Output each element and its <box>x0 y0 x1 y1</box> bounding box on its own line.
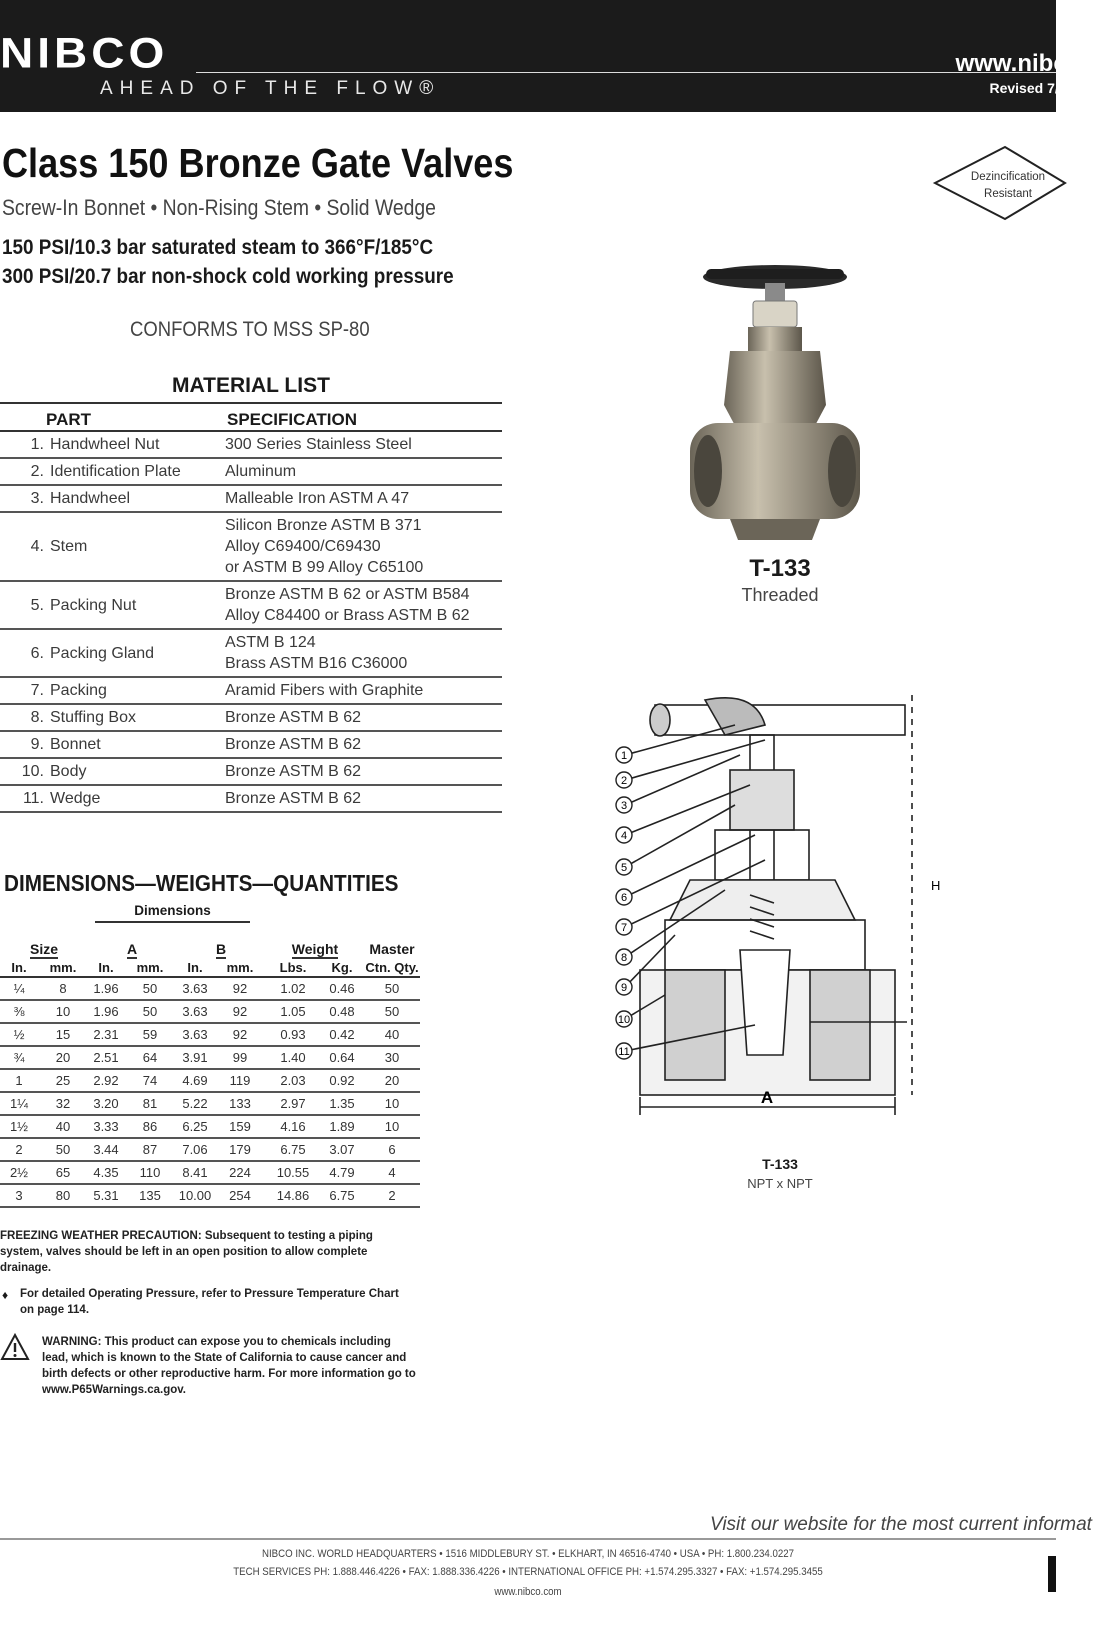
spec-line: Alloy C84400 or Brass ASTM B 62 <box>225 607 470 624</box>
dimension-row <box>0 1023 420 1046</box>
valve-photo <box>690 255 860 550</box>
dimension-cell: 135 <box>124 1184 176 1207</box>
dimension-cell: 32 <box>38 1092 88 1115</box>
material-row <box>0 581 502 629</box>
dimension-cell: 1.35 <box>320 1092 364 1115</box>
material-row-number: 1. <box>0 431 50 458</box>
dimension-cell: 5.31 <box>88 1184 124 1207</box>
dimension-cell: ½ <box>0 1023 38 1046</box>
nibco-logo: NIBCO <box>0 29 169 77</box>
part-callout <box>616 747 632 763</box>
dimension-cell: 224 <box>214 1161 266 1184</box>
dimension-cell: 65 <box>38 1161 88 1184</box>
material-row-spec <box>225 485 502 512</box>
material-row <box>0 731 502 758</box>
badge-line2: Resistant <box>984 188 1032 200</box>
dimension-row <box>0 1115 420 1138</box>
dimension-row <box>0 977 420 1000</box>
material-row-number: 5. <box>0 581 50 629</box>
unit-header: mm. <box>38 958 88 977</box>
part-callout <box>616 889 632 905</box>
dimension-cell: 7.06 <box>176 1138 214 1161</box>
dimension-cell: 2.97 <box>266 1092 320 1115</box>
material-row <box>0 704 502 731</box>
conforms-standard: CONFORMS TO MSS SP-80 <box>130 318 370 341</box>
dimension-cell: 59 <box>124 1023 176 1046</box>
material-row <box>0 458 502 485</box>
size-header: Size <box>29 941 58 957</box>
dimension-cell: 92 <box>214 977 266 1000</box>
dimension-cell: 6.25 <box>176 1115 214 1138</box>
material-row-part: Handwheel <box>50 485 225 512</box>
material-row-part: Stuffing Box <box>50 704 225 731</box>
dimension-cell: 1.96 <box>88 977 124 1000</box>
dimension-cell: 133 <box>214 1092 266 1115</box>
photo-model-sub: Threaded <box>741 585 819 605</box>
dimension-cell: 2.51 <box>88 1046 124 1069</box>
dimension-cell: 0.42 <box>320 1023 364 1046</box>
dimension-cell: 8 <box>38 977 88 1000</box>
dimension-cell: 14.86 <box>266 1184 320 1207</box>
spec-header: SPECIFICATION <box>225 403 502 431</box>
dimension-cell: 50 <box>364 1000 420 1023</box>
material-row-part: Body <box>50 758 225 785</box>
material-row-spec <box>225 731 502 758</box>
dimension-row <box>0 1092 420 1115</box>
material-row-part: Identification Plate <box>50 458 225 485</box>
part-callout <box>616 1043 632 1059</box>
dimension-cell: 50 <box>124 977 176 1000</box>
dimension-cell: 10.00 <box>176 1184 214 1207</box>
page-header <box>0 0 1116 112</box>
dimension-cell: 1.89 <box>320 1115 364 1138</box>
spec-line: or ASTM B 99 Alloy C65100 <box>225 559 424 576</box>
dim-h-label: H <box>931 878 941 893</box>
photo-model-label: T-133 <box>749 555 811 582</box>
callout-number: 7 <box>620 922 628 934</box>
dimension-row <box>0 1184 420 1207</box>
a-header: A <box>126 941 138 957</box>
part-callout <box>616 919 632 935</box>
callout-number: 10 <box>617 1014 631 1026</box>
weight-header: Weight <box>291 941 339 957</box>
material-row <box>0 431 502 458</box>
dimension-cell: 2.03 <box>266 1069 320 1092</box>
dimension-cell: 20 <box>364 1069 420 1092</box>
material-row-part: Packing Nut <box>50 581 225 629</box>
rating-cold-working: 300 PSI/20.7 bar non-shock cold working pressure <box>2 265 454 288</box>
unit-header: mm. <box>124 958 176 977</box>
page-edge-tab <box>1048 1556 1056 1592</box>
spec-line: Aluminum <box>225 463 297 480</box>
part-header: PART <box>0 403 225 431</box>
material-row-spec <box>225 677 502 704</box>
dimension-cell: ¼ <box>0 977 38 1000</box>
warning-triangle-icon <box>0 1333 30 1361</box>
footer-phone-line: TECH SERVICES PH: 1.888.446.4226 • FAX: 1.888.336.4226 • INTERNATIONAL OFFICE PH: +1.574.295.3327 • FAX: +1.574.295.3455 <box>233 1566 823 1578</box>
page-title: Class 150 Bronze Gate Valves <box>2 140 514 186</box>
dimension-cell: 1.96 <box>88 1000 124 1023</box>
dimensions-title: DIMENSIONS—WEIGHTS—QUANTITIES <box>4 870 399 896</box>
rating-steam: 150 PSI/10.3 bar saturated steam to 366°F/185°C <box>2 236 434 259</box>
spec-line: Bronze ASTM B 62 <box>225 709 362 726</box>
material-row-spec <box>225 512 502 581</box>
dimension-cell: 6 <box>364 1138 420 1161</box>
part-callout <box>616 1011 632 1027</box>
diamond-bullet-icon: ♦ <box>2 1288 9 1302</box>
material-row-part: Handwheel Nut <box>50 431 225 458</box>
spec-line: ASTM B 124 <box>225 634 316 651</box>
callout-number: 3 <box>620 800 628 812</box>
dim-a-label: A <box>760 1088 774 1107</box>
header-url[interactable]: www.nibco.co <box>955 50 1116 77</box>
material-row-spec <box>225 629 502 677</box>
dimension-cell: 30 <box>364 1046 420 1069</box>
spec-line: Brass ASTM B16 C36000 <box>225 655 408 672</box>
spec-line: Bronze ASTM B 62 <box>225 736 362 753</box>
tagline: AHEAD OF THE FLOW® <box>100 78 441 99</box>
unit-header: mm. <box>214 958 266 977</box>
dimension-cell: 2 <box>0 1138 38 1161</box>
dimension-cell: 3.44 <box>88 1138 124 1161</box>
dimension-cell: 0.93 <box>266 1023 320 1046</box>
dimension-cell: 4.69 <box>176 1069 214 1092</box>
dimension-cell: ⅜ <box>0 1000 38 1023</box>
material-row-spec <box>225 758 502 785</box>
callout-number: 11 <box>618 1046 630 1058</box>
material-row-number: 4. <box>0 512 50 581</box>
dimension-cell: 92 <box>214 1023 266 1046</box>
dimensions-group-label: Dimensions <box>95 903 250 923</box>
b-header: B <box>215 941 227 957</box>
material-row-spec <box>225 704 502 731</box>
dimension-cell: 20 <box>38 1046 88 1069</box>
dimension-cell: 1 <box>0 1069 38 1092</box>
freezing-precaution-note: FREEZING WEATHER PRECAUTION: Subsequent to testing a piping system, valves should be left in an open position to allow complete drainage. <box>0 1230 373 1274</box>
dimension-cell: 1.02 <box>266 977 320 1000</box>
dimension-cell: 254 <box>214 1184 266 1207</box>
material-row <box>0 785 502 812</box>
dimension-cell: 80 <box>38 1184 88 1207</box>
dimension-cell: 1.40 <box>266 1046 320 1069</box>
unit-header: In. <box>0 958 38 977</box>
footer-url[interactable]: www.nibco.com <box>494 1586 562 1598</box>
material-row-number: 9. <box>0 731 50 758</box>
dimension-cell: 2½ <box>0 1161 38 1184</box>
part-callout <box>616 827 632 843</box>
material-row-part: Stem <box>50 512 225 581</box>
dimension-cell: 25 <box>38 1069 88 1092</box>
dimension-cell: 50 <box>38 1138 88 1161</box>
drawing-model-label: T-133 <box>762 1156 798 1172</box>
dimension-cell: 40 <box>38 1115 88 1138</box>
dimension-cell: 110 <box>124 1161 176 1184</box>
dimension-cell: 10 <box>364 1092 420 1115</box>
dimension-cell: 3.63 <box>176 977 214 1000</box>
dimension-cell: 86 <box>124 1115 176 1138</box>
material-row-spec <box>225 785 502 812</box>
dimension-cell: 6.75 <box>320 1184 364 1207</box>
badge-line1: Dezincification <box>970 171 1046 183</box>
dimension-cell: 92 <box>214 1000 266 1023</box>
drawing-connection-label: NPT x NPT <box>747 1176 813 1191</box>
dimension-cell: 1½ <box>0 1115 38 1138</box>
dimension-cell: 3 <box>0 1184 38 1207</box>
dimension-cell: 3.91 <box>176 1046 214 1069</box>
material-row <box>0 758 502 785</box>
material-row-part: Packing Gland <box>50 629 225 677</box>
unit-header: In. <box>176 958 214 977</box>
material-row-part: Wedge <box>50 785 225 812</box>
dimension-row <box>0 1161 420 1184</box>
dimension-row <box>0 1046 420 1069</box>
unit-header: In. <box>88 958 124 977</box>
dimension-cell: 3.63 <box>176 1000 214 1023</box>
part-callout <box>616 979 632 995</box>
dimension-row <box>0 1138 420 1161</box>
dimension-cell: 3.07 <box>320 1138 364 1161</box>
valve-section-drawing <box>615 695 955 1145</box>
spec-line: Aramid Fibers with Graphite <box>225 682 424 699</box>
revised-date: Revised 7/20/2 <box>989 80 1086 96</box>
material-row-number: 6. <box>0 629 50 677</box>
material-row-number: 8. <box>0 704 50 731</box>
dimensions-table <box>0 940 420 1208</box>
part-callout <box>616 949 632 965</box>
spec-line: 300 Series Stainless Steel <box>225 436 412 453</box>
page-subtitle: Screw-In Bonnet • Non-Rising Stem • Solid Wedge <box>2 195 436 220</box>
master-header: Master <box>369 941 415 957</box>
material-list-table <box>0 402 502 813</box>
pressure-note: For detailed Operating Pressure, refer to Pressure Temperature Chart on page 114. <box>20 1288 399 1316</box>
callout-number: 6 <box>620 892 628 904</box>
callout-number: 4 <box>620 830 628 842</box>
footer-rule <box>0 1538 1056 1540</box>
material-row-part: Bonnet <box>50 731 225 758</box>
unit-header: Kg. <box>320 958 364 977</box>
dimension-cell: 0.64 <box>320 1046 364 1069</box>
dimension-cell: 4.79 <box>320 1161 364 1184</box>
dimension-cell: 5.22 <box>176 1092 214 1115</box>
spec-line: Bronze ASTM B 62 or ASTM B584 <box>225 586 470 603</box>
dimension-cell: 0.48 <box>320 1000 364 1023</box>
dimension-cell: 2.31 <box>88 1023 124 1046</box>
unit-header: Lbs. <box>266 958 320 977</box>
prop65-warning: WARNING: This product can expose you to chemicals including lead, which is known to the State of California to cause cancer and birth defects or other reproductive harm. For more information go to www.P65Warnings.ca.gov. <box>42 1336 416 1396</box>
callout-number: 5 <box>620 862 628 874</box>
footer-hq-line: NIBCO INC. WORLD HEADQUARTERS • 1516 MIDDLEBURY ST. • ELKHART, IN 46516-4740 • USA • PH: 1.800.234.0227 <box>261 1548 795 1560</box>
dimension-cell: 50 <box>364 977 420 1000</box>
dimension-cell: 6.75 <box>266 1138 320 1161</box>
dimension-cell: ¾ <box>0 1046 38 1069</box>
callout-number: 1 <box>620 750 628 762</box>
dimension-cell: 3.20 <box>88 1092 124 1115</box>
dimension-cell: 64 <box>124 1046 176 1069</box>
dimension-cell: 10 <box>38 1000 88 1023</box>
material-list-title: MATERIAL LIST <box>172 374 330 397</box>
spec-line: Bronze ASTM B 62 <box>225 790 362 807</box>
material-row-spec <box>225 458 502 485</box>
visit-website-note: Visit our website for the most current informat <box>710 1514 1092 1535</box>
part-callout <box>616 772 632 788</box>
material-row-number: 3. <box>0 485 50 512</box>
material-row <box>0 485 502 512</box>
dimension-cell: 159 <box>214 1115 266 1138</box>
header-rule <box>196 72 1056 73</box>
dimension-cell: 179 <box>214 1138 266 1161</box>
spec-line: Bronze ASTM B 62 <box>225 763 362 780</box>
part-callout <box>616 797 632 813</box>
dimension-cell: 2.92 <box>88 1069 124 1092</box>
dimension-row <box>0 1000 420 1023</box>
material-row <box>0 629 502 677</box>
dimension-cell: 50 <box>124 1000 176 1023</box>
dimension-cell: 10.55 <box>266 1161 320 1184</box>
material-row-spec <box>225 581 502 629</box>
dimension-cell: 99 <box>214 1046 266 1069</box>
dezincification-badge-text <box>958 169 1058 203</box>
dimension-cell: 0.92 <box>320 1069 364 1092</box>
material-row-number: 7. <box>0 677 50 704</box>
spec-line: Malleable Iron ASTM A 47 <box>225 490 410 507</box>
callout-number: 8 <box>620 952 628 964</box>
material-row-number: 11. <box>0 785 50 812</box>
dimension-cell: 4 <box>364 1161 420 1184</box>
material-row <box>0 677 502 704</box>
material-row-spec <box>225 431 502 458</box>
dimension-cell: 0.46 <box>320 977 364 1000</box>
dimension-row <box>0 1069 420 1092</box>
material-row-part: Packing <box>50 677 225 704</box>
dimension-cell: 15 <box>38 1023 88 1046</box>
part-callout <box>616 859 632 875</box>
dimension-cell: 8.41 <box>176 1161 214 1184</box>
dimension-cell: 3.63 <box>176 1023 214 1046</box>
dimension-cell: 40 <box>364 1023 420 1046</box>
dimension-cell: 119 <box>214 1069 266 1092</box>
dimension-cell: 1¼ <box>0 1092 38 1115</box>
dimension-cell: 1.05 <box>266 1000 320 1023</box>
material-row-number: 10. <box>0 758 50 785</box>
callout-number: 2 <box>620 775 628 787</box>
dimension-cell: 2 <box>364 1184 420 1207</box>
dimension-cell: 4.16 <box>266 1115 320 1138</box>
dimension-cell: 74 <box>124 1069 176 1092</box>
dimension-cell: 81 <box>124 1092 176 1115</box>
unit-header: Ctn. Qty. <box>364 958 420 977</box>
dimension-cell: 4.35 <box>88 1161 124 1184</box>
spec-line: Silicon Bronze ASTM B 371 <box>225 517 422 534</box>
spec-line: Alloy C69400/C69430 <box>225 538 381 555</box>
dimension-cell: 10 <box>364 1115 420 1138</box>
material-row <box>0 512 502 581</box>
dimension-cell: 87 <box>124 1138 176 1161</box>
dimension-cell: 3.33 <box>88 1115 124 1138</box>
callout-number: 9 <box>620 982 628 994</box>
material-row-number: 2. <box>0 458 50 485</box>
